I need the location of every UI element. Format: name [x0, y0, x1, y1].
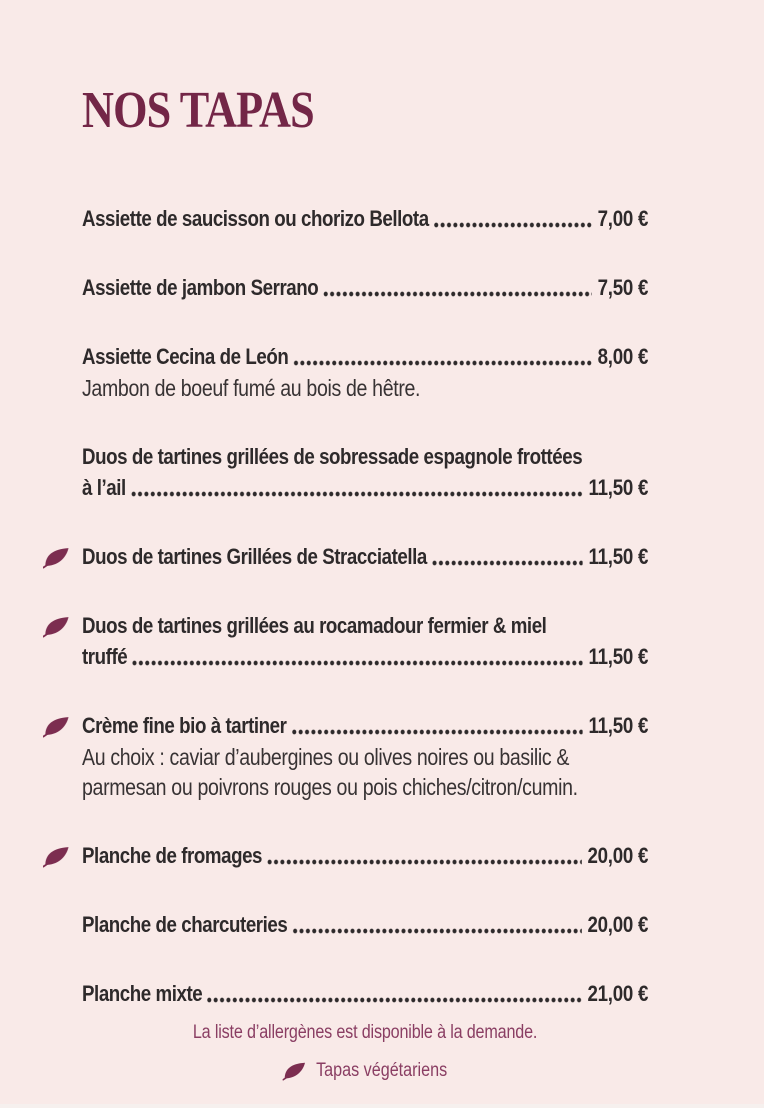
- menu-item: [82, 541, 648, 572]
- menu-title: NOS TAPAS: [82, 82, 314, 139]
- menu-page: [82, 82, 649, 1084]
- vegetarian-leaf-icon: [43, 845, 70, 868]
- item-price: 7,00 €: [597, 206, 649, 231]
- item-name: Assiette de saucisson ou chorizo Bellota: [82, 206, 429, 231]
- menu-item: [82, 978, 648, 1009]
- menu-list: [82, 203, 648, 1009]
- dot-leader: [266, 858, 581, 866]
- item-name: Duos de tartines grillées au rocamadour fermier & miel: [82, 613, 547, 638]
- dot-leader: [433, 221, 592, 229]
- allergen-note: La liste d’allergènes est disponible à la demande.: [192, 1022, 538, 1043]
- item-name: Planche de fromages: [82, 843, 263, 868]
- item-price: 7,50 €: [597, 275, 649, 300]
- dot-leader: [131, 659, 582, 667]
- dot-leader: [431, 559, 582, 567]
- item-name: Planche mixte: [82, 981, 203, 1006]
- item-name: Crème fine bio à tartiner: [82, 713, 287, 738]
- item-description: Jambon de boeuf fumé au bois de hêtre.: [82, 375, 421, 401]
- item-name: Planche de charcuteries: [82, 912, 288, 937]
- item-description: Au choix : caviar d’aubergines ou olives noires ou basilic & parmesan ou poivrons rouges ou pois chiches/citron/cumin.: [82, 744, 578, 800]
- item-price: 8,00 €: [597, 344, 649, 369]
- item-name-line2: à l’ail: [82, 475, 126, 500]
- item-price: 11,50 €: [588, 713, 649, 738]
- dot-leader: [323, 290, 592, 298]
- item-name-line2: truffé: [82, 644, 128, 669]
- page-bottom-edge: [0, 1104, 764, 1108]
- item-price: 11,50 €: [588, 644, 649, 669]
- dot-leader: [130, 490, 583, 498]
- item-name: Assiette Cecina de León: [82, 344, 289, 369]
- menu-footer: [82, 1021, 648, 1084]
- vegetarian-leaf-icon: [43, 546, 70, 569]
- vegetarian-leaf-icon: [43, 615, 70, 638]
- item-price: 21,00 €: [587, 981, 649, 1006]
- dot-leader: [293, 359, 592, 367]
- menu-item: [82, 341, 648, 403]
- item-name: Assiette de jambon Serrano: [82, 275, 319, 300]
- vegetarian-legend-label: Tapas végétariens: [316, 1060, 448, 1081]
- menu-item: [82, 710, 648, 802]
- menu-item: [82, 909, 648, 940]
- vegetarian-leaf-icon: [43, 715, 70, 738]
- dot-leader: [291, 728, 583, 736]
- menu-item: [82, 610, 648, 672]
- menu-item: [82, 840, 648, 871]
- menu-item: [82, 203, 648, 234]
- item-name: Duos de tartines Grillées de Stracciatella: [82, 544, 427, 569]
- item-name: Duos de tartines grillées de sobressade espagnole frottées: [82, 444, 583, 469]
- item-price: 11,50 €: [588, 544, 649, 569]
- menu-item: [82, 272, 648, 303]
- dot-leader: [292, 927, 582, 935]
- item-price: 20,00 €: [587, 912, 649, 937]
- item-price: 11,50 €: [588, 475, 649, 500]
- dot-leader: [206, 996, 581, 1004]
- vegetarian-leaf-icon: [283, 1061, 307, 1081]
- item-price: 20,00 €: [587, 843, 649, 868]
- menu-item: [82, 441, 648, 503]
- vegetarian-legend: [82, 1058, 648, 1084]
